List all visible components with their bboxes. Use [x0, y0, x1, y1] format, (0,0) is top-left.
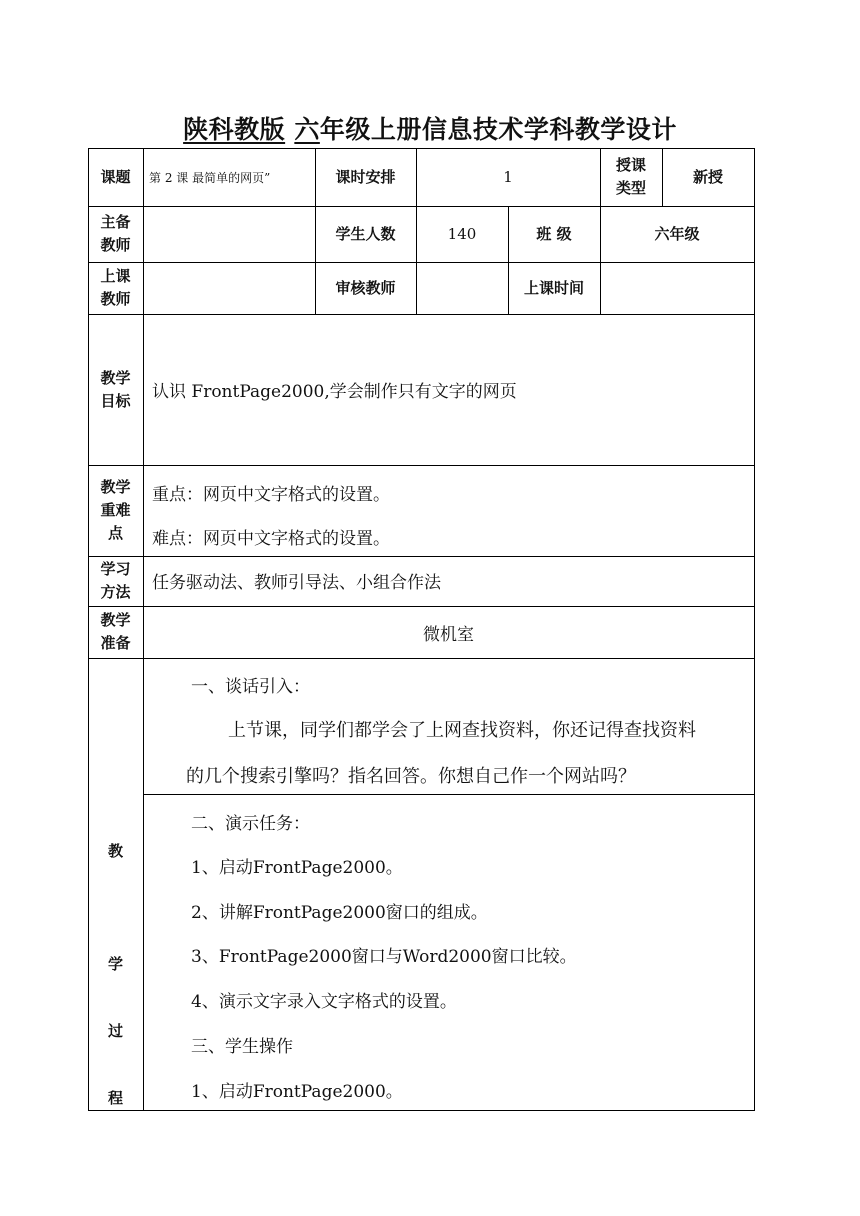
value-xuesheng: 140	[447, 225, 477, 243]
row-divider	[88, 556, 755, 557]
label-xuesheng: 学生人数	[335, 224, 396, 243]
row-divider	[143, 794, 755, 795]
value-zhongdian: 重点：网页中文字格式的设置。	[152, 485, 390, 505]
row-divider	[88, 465, 755, 466]
table-border	[88, 1110, 755, 1111]
value-mubiao: 认识 FrontPage2000,学会制作只有文字的网页	[152, 382, 517, 402]
label-shijian: 上课时间	[523, 278, 584, 297]
label-shouke: 授课类型	[615, 156, 646, 197]
table-border	[754, 148, 755, 1111]
title-subject: 年级上册信息技术学科教学设计	[319, 115, 677, 144]
label-keti: 课题	[100, 167, 131, 186]
title-grade: 六	[294, 115, 320, 144]
section-2-item-3: 3、FrontPage2000窗口与Word2000窗口比较。	[191, 947, 577, 967]
value-zhunbei: 微机室	[423, 624, 474, 645]
row-divider	[88, 658, 755, 659]
label-zhubei: 主备教师	[100, 213, 131, 254]
label-zhongnan: 教学重难点	[100, 478, 131, 542]
section-3-item-1: 1、启动FrontPage2000。	[191, 1082, 403, 1102]
label-shangke: 上课教师	[100, 267, 131, 308]
value-fangfa: 任务驱动法、教师引导法、小组合作法	[152, 573, 441, 593]
label-guocheng-3: 过	[107, 1021, 123, 1040]
value-banji: 六年级	[654, 224, 700, 243]
row-divider	[88, 314, 755, 315]
section-2-item-2: 2、讲解FrontPage2000窗口的组成。	[191, 903, 488, 923]
label-zhunbei: 教学准备	[100, 611, 131, 652]
title-publisher: 陕科教版	[183, 115, 286, 144]
value-nandian: 难点：网页中文字格式的设置。	[152, 529, 390, 549]
label-guocheng-1: 教	[107, 841, 123, 860]
label-shenhe: 审核教师	[335, 278, 396, 297]
value-shouke: 新授	[692, 167, 723, 186]
label-banji: 班 级	[536, 224, 572, 243]
section-1-title: 一、谈话引入：	[191, 677, 310, 697]
value-keti: 第 2 课 最简单的网页”	[149, 170, 271, 185]
label-guocheng-4: 程	[107, 1088, 123, 1107]
label-keshi: 课时安排	[335, 167, 396, 186]
document-title	[0, 110, 860, 146]
section-1-line-2: 的几个搜索引擎吗？指名回答。你想自己作一个网站吗？	[186, 766, 636, 787]
label-fangfa: 学习方法	[100, 560, 131, 601]
section-2-item-1: 1、启动FrontPage2000。	[191, 858, 403, 878]
row-divider	[88, 262, 755, 263]
section-2-item-4: 4、演示文字录入文字格式的设置。	[191, 992, 457, 1012]
label-mubiao: 教学目标	[100, 368, 131, 410]
section-3-title: 三、学生操作	[191, 1037, 293, 1057]
section-1-line-1: 上节课，同学们都学会了上网查找资料，你还记得查找资料	[228, 720, 696, 741]
label-guocheng-2: 学	[107, 954, 123, 973]
value-keshi: 1	[503, 168, 513, 186]
section-2-title: 二、演示任务：	[191, 814, 310, 834]
lesson-plan-table	[88, 148, 755, 1111]
